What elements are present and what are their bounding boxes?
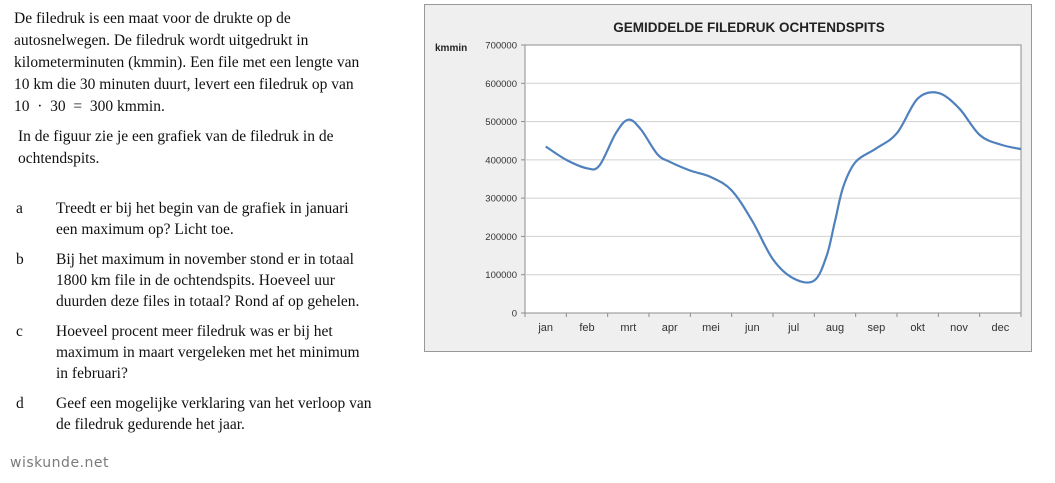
plot-area — [525, 45, 1021, 313]
question-c — [16, 321, 406, 384]
x-tick-label: feb — [579, 322, 595, 334]
y-tick-label: 300000 — [485, 193, 517, 205]
x-tick-label: jun — [744, 322, 760, 334]
question-line: 1800 km file in de ochtendspits. Hoeveel uur — [56, 272, 335, 289]
site-watermark: wiskunde.net — [10, 455, 109, 471]
question-line: in februari? — [56, 365, 128, 382]
y-tick-label: 600000 — [485, 78, 517, 90]
intro-line: De filedruk is een maat voor de drukte op de — [14, 10, 291, 27]
y-tick-label: 500000 — [485, 117, 517, 129]
question-line: maximum in maart vergeleken met het minimum — [56, 344, 360, 361]
x-tick-label: aug — [825, 322, 845, 334]
intro-text — [14, 8, 414, 170]
y-tick-label: 0 — [511, 308, 517, 320]
intro-line: autosnelwegen. De filedruk wordt uitgedrukt in — [14, 32, 309, 49]
filedruk-chart — [425, 5, 1031, 351]
y-tick-label: 700000 — [485, 40, 517, 52]
x-tick-label: mei — [702, 322, 720, 334]
y-tick-label: 200000 — [485, 231, 517, 243]
figure-line: ochtendspits. — [18, 150, 100, 167]
question-line: Hoeveel procent meer filedruk was er bij het — [56, 323, 333, 340]
chart-container — [424, 4, 1032, 352]
question-d — [16, 393, 406, 435]
x-tick-label: apr — [661, 322, 678, 334]
figure-paragraph — [18, 126, 414, 170]
x-tick-label: jan — [538, 322, 554, 334]
question-letter: c — [16, 323, 23, 340]
chart-title: GEMIDDELDE FILEDRUK OCHTENDSPITS — [613, 20, 885, 35]
y-axis-label: kmmin — [435, 43, 468, 54]
question-b — [16, 249, 406, 312]
figure-line: In de figuur zie je een grafiek van de filedruk in de — [18, 128, 334, 145]
x-tick-label: sep — [867, 322, 886, 334]
question-letter: d — [16, 395, 24, 412]
x-tick-label: dec — [991, 322, 1010, 334]
question-line: duurden deze files in totaal? Rond af op gehelen. — [56, 293, 360, 310]
question-letter: b — [16, 251, 24, 268]
question-line: Treedt er bij het begin van de grafiek in januari — [56, 200, 349, 217]
x-tick-label: okt — [910, 322, 926, 334]
intro-paragraph — [14, 8, 414, 118]
intro-line: kilometerminuten (kmmin). Een file met een lengte van — [14, 54, 360, 71]
question-letter: a — [16, 200, 23, 217]
question-line: een maximum op? Licht toe. — [56, 221, 234, 238]
intro-line: 10 · 30 = 300 kmmin. — [14, 98, 165, 115]
question-line: Geef een mogelijke verklaring van het verloop van — [56, 395, 372, 412]
question-line: de filedruk gedurende het jaar. — [56, 416, 245, 433]
y-tick-label: 400000 — [485, 155, 517, 167]
intro-line: 10 km die 30 minuten duurt, levert een filedruk op van — [14, 76, 354, 93]
y-tick-label: 100000 — [485, 270, 517, 282]
question-line: Bij het maximum in november stond er in totaal — [56, 251, 354, 268]
question-list — [16, 198, 406, 444]
x-tick-label: mrt — [620, 322, 637, 334]
x-tick-label: nov — [950, 322, 968, 334]
x-tick-label: jul — [788, 322, 800, 334]
question-a — [16, 198, 406, 240]
